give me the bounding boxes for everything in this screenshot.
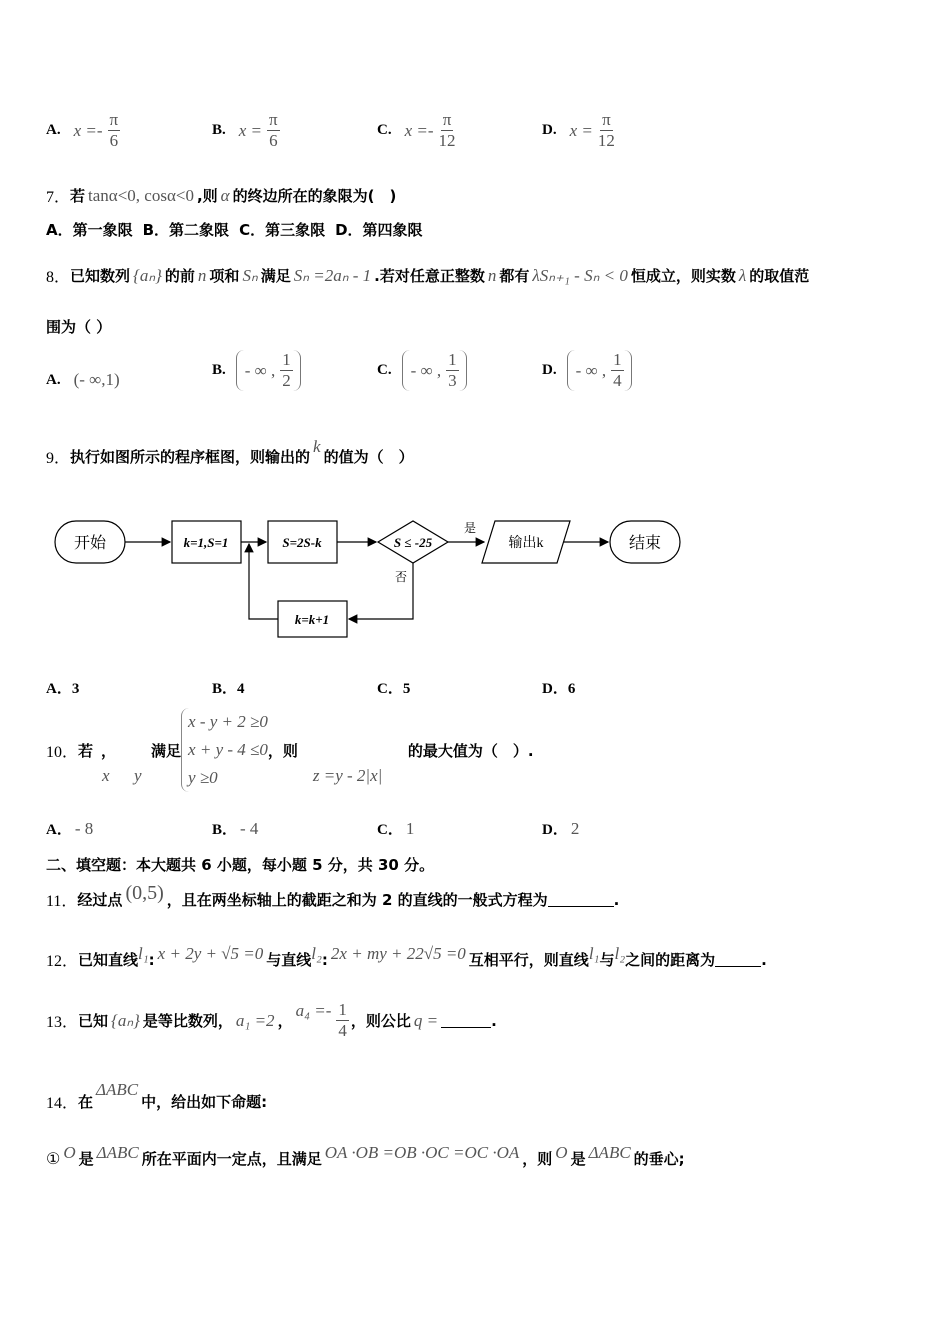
question-11 xyxy=(46,882,620,911)
math: a₁ =2 xyxy=(235,1010,275,1030)
text: 是等比数列， xyxy=(142,1012,233,1030)
math: x = xyxy=(569,120,593,140)
q7-option-c[interactable]: C．第三象限 xyxy=(239,221,326,239)
q6-option-b[interactable] xyxy=(212,110,282,151)
text: 的取值范 xyxy=(749,267,810,285)
question-number: 11． xyxy=(46,893,78,910)
q7-option-d[interactable]: D．第四象限 xyxy=(335,221,423,239)
math: n xyxy=(197,265,207,285)
math: - 4 xyxy=(240,818,259,838)
math: - ∞ , xyxy=(575,360,607,380)
math: n xyxy=(487,265,497,285)
q7-option-a[interactable]: A．第一象限 xyxy=(46,221,133,239)
text: 之间的距离为 xyxy=(625,951,716,969)
option-label: C． xyxy=(377,822,403,838)
option-label: A． xyxy=(46,822,72,838)
math: ΔABC xyxy=(96,1142,139,1162)
math: Sₙ =2aₙ - 1 xyxy=(293,265,372,285)
fraction xyxy=(280,350,293,391)
q7-options xyxy=(46,219,423,240)
math: y xyxy=(134,765,142,785)
fraction xyxy=(446,350,459,391)
text: ,则 xyxy=(196,187,218,205)
q9-option-a[interactable] xyxy=(46,677,79,698)
text: 满足 xyxy=(151,741,182,760)
fraction xyxy=(108,110,121,151)
question-10 xyxy=(46,708,534,792)
text: 已知 xyxy=(78,1012,109,1030)
math: 1 xyxy=(405,818,415,838)
text: 围为（ ） xyxy=(46,318,112,336)
text: ， xyxy=(101,741,117,760)
math: {aₙ} xyxy=(133,265,162,285)
math: l₂ xyxy=(311,943,322,963)
math: α xyxy=(220,185,230,205)
denominator: 12 xyxy=(438,131,456,150)
math: k xyxy=(313,436,321,456)
math: OA ·OB =OB ·OC =OC ·OA xyxy=(324,1142,520,1162)
denominator: 12 xyxy=(597,131,615,150)
question-8 xyxy=(46,264,809,287)
increment-label: k=k+1 xyxy=(294,612,330,627)
math: - ∞ , xyxy=(244,360,276,380)
text: 所在平面内一定点，且满足 xyxy=(141,1150,322,1168)
fraction xyxy=(336,1000,349,1041)
denominator: 3 xyxy=(448,371,457,390)
answer-blank[interactable] xyxy=(715,952,761,967)
math: x = xyxy=(238,120,263,140)
numerator: π xyxy=(109,110,119,129)
math: x + 2y + √5 =0 xyxy=(157,943,264,963)
question-12 xyxy=(46,943,767,971)
text: 是 xyxy=(78,1150,94,1168)
text: . xyxy=(613,890,620,909)
text: 恒成立，则实数 xyxy=(630,267,736,285)
update-label: S=2S-k xyxy=(282,535,322,550)
denominator: 6 xyxy=(269,131,278,150)
math: l₁ xyxy=(138,943,149,963)
math: tanα<0, cosα<0 xyxy=(88,185,194,205)
option-text: A．3 xyxy=(46,681,80,697)
variables xyxy=(93,740,151,785)
question-number: 9． xyxy=(46,450,71,467)
section-heading xyxy=(46,854,434,875)
option-label: D． xyxy=(542,822,568,838)
question-8-line2 xyxy=(46,316,111,337)
numerator: 1 xyxy=(613,350,622,369)
numerator: π xyxy=(442,110,452,129)
start-label: 开始 xyxy=(73,535,107,552)
q8-option-d[interactable] xyxy=(542,350,632,391)
text: 的最大值为（ ）. xyxy=(407,741,534,760)
math: - ∞ , xyxy=(410,360,442,380)
text: 的值为（ ） xyxy=(323,448,414,466)
text: 中，给出如下命题: xyxy=(141,1093,268,1111)
question-number: 14． xyxy=(46,1095,79,1112)
math: ΔABC xyxy=(96,1079,139,1099)
text: . xyxy=(491,1011,497,1030)
text: .若对任意正整数 xyxy=(374,267,485,285)
option-label: D. xyxy=(542,122,557,138)
option-label: B. xyxy=(212,122,226,138)
text: ，则公比 xyxy=(350,1012,411,1030)
q8-option-b[interactable] xyxy=(212,350,301,391)
q9-option-d[interactable] xyxy=(542,677,575,698)
constraint: y ≥0 xyxy=(188,768,218,787)
option-label: B. xyxy=(212,362,226,378)
q6-option-a[interactable] xyxy=(46,110,122,151)
option-label: B． xyxy=(212,822,238,838)
fraction xyxy=(267,110,280,151)
fraction xyxy=(439,110,456,151)
denominator: 6 xyxy=(109,131,119,150)
proposition-1 xyxy=(46,1142,685,1169)
q10-option-a[interactable] xyxy=(46,818,96,839)
q9-option-c[interactable] xyxy=(377,677,410,698)
text: 都有 xyxy=(499,267,530,285)
no-label: 否 xyxy=(394,570,408,584)
math: λSₙ₊₁ - Sₙ < 0 xyxy=(532,265,628,285)
math: l₂ xyxy=(614,943,626,963)
option-text: C．5 xyxy=(377,681,411,697)
numerator: 1 xyxy=(338,1000,347,1019)
text: 二、填空题：本大题共 6 小题，每小题 5 分，共 30 分。 xyxy=(46,856,435,874)
text: 是 xyxy=(570,1150,586,1168)
constraint: x - y + 2 ≥0 xyxy=(188,712,268,731)
init-label: k=1,S=1 xyxy=(183,535,229,550)
option-label: D. xyxy=(542,362,557,378)
question-number: 8． xyxy=(46,269,71,286)
question-9 xyxy=(46,436,414,468)
yes-label: 是 xyxy=(463,521,477,535)
math: ΔABC xyxy=(588,1142,631,1162)
text: 与直线 xyxy=(266,951,312,969)
math: x =- xyxy=(73,120,103,140)
text: 互相平行，则直线 xyxy=(468,951,589,969)
question-number: 10． xyxy=(46,743,79,761)
option-label: A. xyxy=(46,122,61,138)
numerator: 1 xyxy=(448,350,457,369)
question-14 xyxy=(46,1079,268,1113)
text: 的终边所在的象限为( ) xyxy=(232,187,397,205)
fraction xyxy=(611,350,624,391)
numerator: 1 xyxy=(282,350,291,369)
question-7 xyxy=(46,184,396,207)
text: 项和 xyxy=(209,267,240,285)
q10-option-b[interactable] xyxy=(212,818,261,839)
q8-option-a[interactable] xyxy=(46,370,123,390)
interval xyxy=(567,350,632,391)
text: 在 xyxy=(78,1093,94,1111)
text: : xyxy=(148,950,155,969)
q7-option-b[interactable]: B．第二象限 xyxy=(142,221,230,239)
answer-blank[interactable] xyxy=(548,892,614,907)
math: Sₙ xyxy=(242,265,258,285)
option-label: A. xyxy=(46,371,61,388)
question-number: 7． xyxy=(46,189,71,206)
text: 执行如图所示的程序框图，则输出的 xyxy=(70,448,311,466)
q6-option-c[interactable] xyxy=(377,110,458,151)
math: 2x + my + 22√5 =0 xyxy=(330,943,466,963)
math: x =- xyxy=(404,120,434,140)
math: λ xyxy=(738,265,747,285)
text: 经过点 xyxy=(77,891,123,909)
text: ， xyxy=(277,1012,293,1030)
q8-option-c[interactable] xyxy=(377,350,467,391)
answer-blank[interactable] xyxy=(441,1013,491,1028)
text: 满足 xyxy=(260,267,291,285)
text: 若 xyxy=(78,741,94,760)
constraint-system xyxy=(181,708,268,792)
numerator: π xyxy=(269,110,278,129)
question-number: 13． xyxy=(46,1014,79,1031)
math: O xyxy=(63,1142,76,1162)
end-label: 结束 xyxy=(628,535,662,552)
condition-label: S ≤ -25 xyxy=(393,535,433,550)
q6-option-d[interactable] xyxy=(542,110,617,151)
text: 的垂心; xyxy=(633,1150,685,1168)
question-number: 12． xyxy=(46,953,79,970)
denominator: 4 xyxy=(613,371,622,390)
text: 若 xyxy=(70,187,86,205)
math: O xyxy=(555,1142,568,1162)
text: ，则 xyxy=(522,1150,553,1168)
text: ，则 xyxy=(267,741,298,760)
question-13 xyxy=(46,1000,497,1041)
constraint: x + y - 4 ≤0 xyxy=(188,740,268,759)
math: z =y - 2|x| xyxy=(312,766,383,785)
denominator: 2 xyxy=(282,371,291,390)
numerator: π xyxy=(602,110,611,129)
math: l₁ xyxy=(588,943,600,963)
text: : xyxy=(321,950,328,969)
option-text: D．6 xyxy=(542,681,576,697)
text: 已知数列 xyxy=(70,267,131,285)
output-label: 输出k xyxy=(508,536,544,551)
text: . xyxy=(761,950,767,969)
math: x xyxy=(102,765,110,785)
math: (- ∞,1) xyxy=(73,370,120,389)
math: a₄ =- xyxy=(295,1000,332,1020)
text: ，且在两坐标轴上的截距之和为 2 的直线的一般式方程为 xyxy=(166,891,548,909)
option-label: C. xyxy=(377,362,392,378)
math: (0,5) xyxy=(125,882,164,904)
option-label: C. xyxy=(377,122,392,138)
fraction xyxy=(598,110,615,151)
math: - 8 xyxy=(74,818,94,838)
text: 已知直线 xyxy=(78,951,139,969)
interval xyxy=(402,350,467,391)
item-marker: ① xyxy=(46,1150,61,1168)
objective xyxy=(298,740,408,785)
math: {aₙ} xyxy=(111,1010,140,1030)
q10-option-d[interactable] xyxy=(542,818,582,839)
text: 的前 xyxy=(164,267,195,285)
math: 2 xyxy=(570,818,580,838)
q10-option-c[interactable] xyxy=(377,818,417,839)
math: q = xyxy=(413,1010,439,1030)
denominator: 4 xyxy=(338,1021,347,1040)
text: 与 xyxy=(599,951,615,969)
flowchart xyxy=(0,500,950,650)
interval xyxy=(236,350,301,391)
option-text: B．4 xyxy=(212,681,245,697)
q9-option-b[interactable] xyxy=(212,677,245,698)
